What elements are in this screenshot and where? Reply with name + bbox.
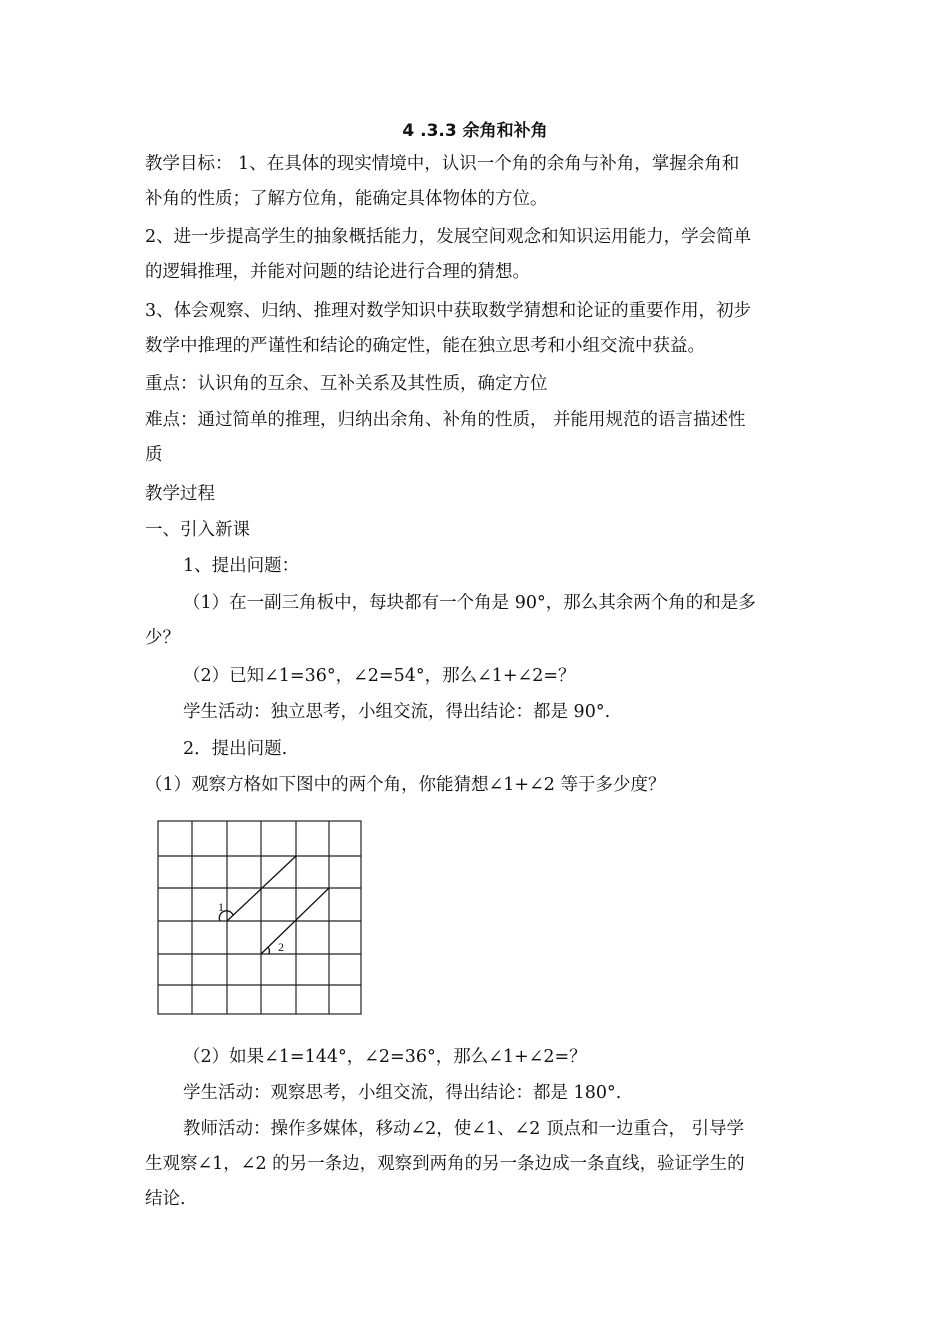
student-activity-2: 学生活动：观察思考，小组交流，得出结论：都是 180°. — [183, 1083, 622, 1103]
objective-1-line-1: 教学目标： 1、在具体的现实情境中，认识一个角的余角与补角，掌握余角和 — [145, 154, 740, 174]
student-activity-1: 学生活动：独立思考，小组交流，得出结论：都是 90°. — [183, 702, 611, 722]
objective-3-line-2: 数学中推理的严谨性和结论的确定性，能在独立思考和小组交流中获益。 — [145, 336, 705, 356]
objective-3 — [145, 294, 807, 364]
question-1-2: （2）已知∠1=36°，∠2=54°，那么∠1+∠2=？ — [183, 666, 576, 686]
objective-1 — [145, 147, 807, 217]
process-heading: 教学过程 — [145, 484, 215, 504]
angle-2-label: 2 — [278, 940, 284, 954]
question-1-1 — [145, 586, 807, 656]
question-1-heading: 1、提出问题： — [183, 556, 300, 576]
angle-1-label: 1 — [218, 900, 224, 914]
grid-svg — [157, 820, 363, 1016]
question-1-1-line-2: 少？ — [145, 628, 180, 648]
question-2-1: （1）观察方格如下图中的两个角，你能猜想∠1+∠2 等于多少度？ — [145, 775, 666, 795]
objective-2-line-2: 的逻辑推理，并能对问题的结论进行合理的猜想。 — [145, 262, 530, 282]
objective-3-line-1: 3、体会观察、归纳、推理对数学知识中获取数学猜想和论证的重要作用，初步 — [145, 301, 752, 321]
teacher-activity-line-3: 结论. — [145, 1189, 186, 1209]
document-title: 4 .3.3 余角和补角 — [402, 121, 548, 141]
grid-figure — [157, 820, 363, 1016]
question-2-heading: 2．提出问题. — [183, 739, 288, 759]
difficulty-line-1: 难点：通过简单的推理，归纳出余角、补角的性质， 并能用规范的语言描述性 — [145, 410, 746, 430]
objective-2-line-1: 2、进一步提高学生的抽象概括能力，发展空间观念和知识运用能力，学会简单 — [145, 227, 752, 247]
key-point: 重点：认识角的互余、互补关系及其性质，确定方位 — [145, 374, 548, 394]
teacher-activity-line-2: 生观察∠1，∠2 的另一条边，观察到两角的另一条边成一条直线，验证学生的 — [145, 1154, 745, 1174]
grid-lines — [158, 821, 361, 1014]
section1-heading: 一、引入新课 — [145, 520, 250, 540]
difficulty-line-2: 质 — [145, 445, 163, 465]
objective-2 — [145, 220, 807, 290]
question-1-1-line-1: （1）在一副三角板中，每块都有一个角是 90°，那么其余两个角的和是多 — [183, 593, 756, 613]
teacher-activity-line-1: 教师活动：操作多媒体，移动∠2，使∠1、∠2 顶点和一边重合， 引导学 — [183, 1119, 745, 1139]
difficulty — [145, 403, 807, 473]
angle-2-arc — [268, 947, 269, 954]
question-2-2: （2）如果∠1=144°，∠2=36°，那么∠1+∠2=？ — [183, 1047, 587, 1067]
objective-1-line-2: 补角的性质；了解方位角，能确定具体物体的方位。 — [145, 189, 548, 209]
teacher-activity — [145, 1112, 807, 1217]
